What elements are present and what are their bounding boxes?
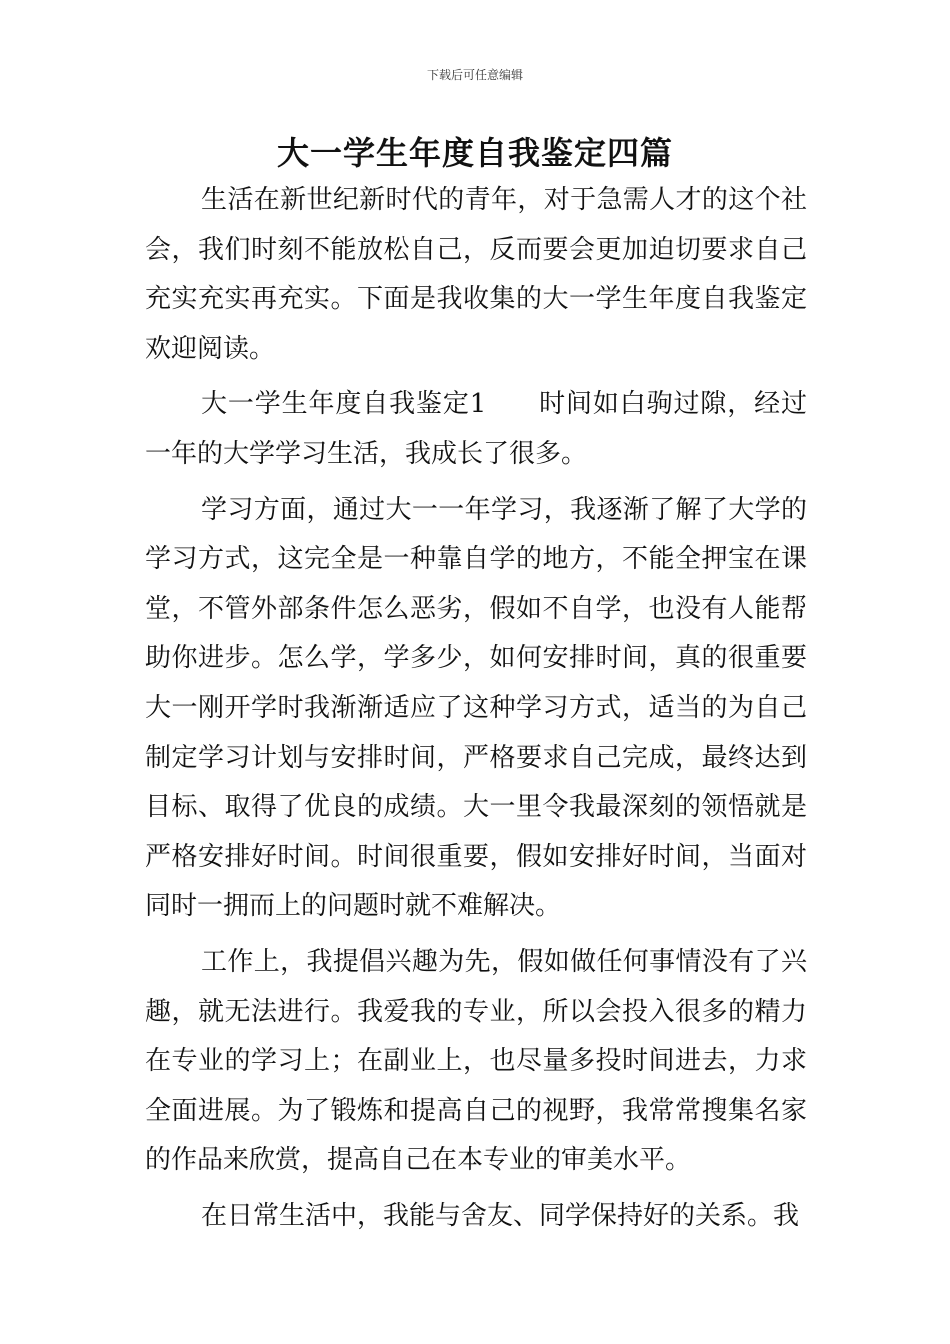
document-title: 大一学生年度自我鉴定四篇 bbox=[276, 134, 673, 172]
page-header-note: 下载后可任意编辑 bbox=[426, 68, 523, 82]
section-opening-paragraph bbox=[145, 380, 807, 479]
study-paragraph: 学习方面，通过大一一年学习，我逐渐了解了大学的学习方式，这完全是一种靠自学的地方，不能全押宝在课堂，不管外部条件怎么恶劣，假如不自学，也没有人能帮助你进步。怎么学，学多少，如何安排时间，真的很重要大一刚开学时我渐渐适应了这种学习方式，适当的为自己制定学习计划与安排时间，严格要求自己完成，最终达到目标、取得了优良的成绩。大一里令我最深刻的领悟就是严格安排好时间。时间很重要，假如安排好时间，当面对同时一拥而上的问题时就不难解决。 bbox=[145, 494, 807, 922]
section-first-line: 时间如白驹过隙，经过一年的大学学习生活，我成长了很多。 bbox=[145, 389, 807, 469]
section-heading: 大一学生年度自我鉴定1 bbox=[201, 389, 487, 420]
work-paragraph: 工作上，我提倡兴趣为先，假如做任何事情没有了兴趣，就无法进行。我爱我的专业，所以会投入很多的精力在专业的学习上；在副业上，也尽量多投时间进去，力求全面进展。为了锻炼和提高自己的视野，我常常搜集名家的作品来欣赏，提高自己在本专业的审美水平。 bbox=[145, 946, 807, 1176]
intro-paragraph: 生活在新世纪新时代的青年，对于急需人才的这个社会，我们时刻不能放松自己，反而要会更加迫切要求自己充实充实再充实。下面是我收集的大一学生年度自我鉴定欢迎阅读。 bbox=[145, 185, 807, 364]
daily-life-paragraph: 在日常生活中，我能与舍友、同学保持好的关系。我 bbox=[201, 1200, 800, 1231]
document-body bbox=[145, 176, 807, 1247]
